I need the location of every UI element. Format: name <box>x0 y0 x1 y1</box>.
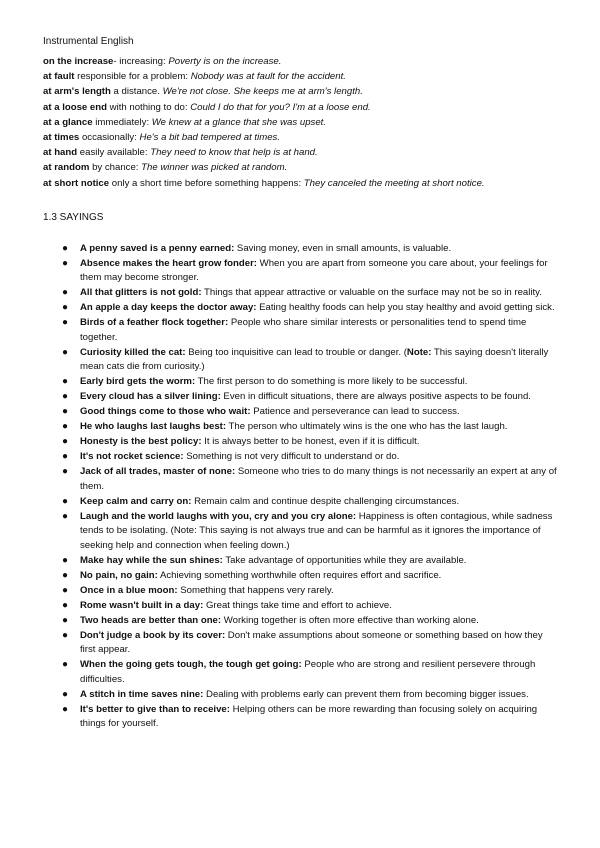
saying-term: Rome wasn't built in a day: <box>80 599 204 611</box>
saying-term: Absence makes the heart grow fonder: <box>80 257 257 269</box>
bullet-icon: ● <box>62 436 69 448</box>
idiom-definition: easily available: <box>79 147 151 159</box>
saying-definition: Things that appear attractive or valuable on the surface may not be so in reality. <box>201 287 542 299</box>
saying-term: Jack of all trades, master of none: <box>80 466 236 478</box>
saying-item <box>62 614 560 629</box>
saying-term: All that glitters is not gold: <box>80 287 202 299</box>
bullet-icon: ● <box>62 376 69 388</box>
idiom-definition: occasionally: <box>81 132 140 144</box>
bullet-icon: ● <box>62 257 69 269</box>
saying-definition: Something that happens very rarely. <box>177 584 334 596</box>
idiom-definition: increasing: <box>119 56 169 67</box>
saying-item <box>62 346 560 375</box>
saying-term: An apple a day keeps the doctor away: <box>80 302 257 314</box>
bullet-icon: ● <box>62 406 69 418</box>
idiom-definition: only a short time before something happens: <box>111 177 304 189</box>
saying-definition: Eating healthy foods can help you stay healthy and avoid getting sick. <box>256 302 555 314</box>
saying-item <box>62 420 560 435</box>
idiom-item <box>43 115 560 130</box>
saying-term: He who laughs last laughs best: <box>80 421 227 433</box>
saying-definition: Don't make assumptions about someone or something based on how they first appear. <box>80 629 543 656</box>
saying-item <box>62 316 560 345</box>
idiom-term: at random <box>43 162 90 174</box>
saying-item <box>62 688 560 703</box>
idiom-example: Nobody was at fault for the accident. <box>190 71 346 83</box>
saying-definition: Great things take time and effort to achieve. <box>203 599 392 611</box>
saying-item <box>62 390 560 405</box>
idiom-item <box>43 176 560 191</box>
saying-definition: People who share similar interests or personalities tend to spend time together. <box>80 317 527 343</box>
saying-term: A penny saved is a penny earned: <box>80 242 235 254</box>
bullet-icon: ● <box>62 495 69 507</box>
bullet-icon: ● <box>62 688 69 700</box>
saying-item <box>62 510 560 554</box>
idiom-definition: with nothing to do: <box>109 101 191 113</box>
saying-term: Curiosity killed the cat: <box>80 346 186 358</box>
idiom-definition: responsible for a problem: <box>77 71 191 83</box>
idiom-term: at fault <box>43 71 75 83</box>
saying-item <box>62 286 560 301</box>
bullet-icon: ● <box>62 287 69 299</box>
saying-definition: Remain calm and continue despite challenging circumstances. <box>191 495 460 507</box>
saying-term: Every cloud has a silver lining: <box>80 391 221 403</box>
saying-item <box>62 599 560 614</box>
bullet-icon: ● <box>62 242 69 254</box>
bullet-icon: ● <box>62 466 69 478</box>
saying-term: Don't judge a book by its cover: <box>80 629 226 641</box>
idiom-term: at a loose end <box>43 101 107 113</box>
saying-definition: Achieving something worthwhile often requires effort and sacrifice. <box>157 569 442 581</box>
idiom-item <box>43 54 560 69</box>
saying-term: Keep calm and carry on: <box>80 495 192 507</box>
idiom-list <box>43 54 560 191</box>
bullet-icon: ● <box>62 659 69 671</box>
bullet-icon: ● <box>62 614 69 626</box>
idiom-term: at arm's length <box>43 86 111 98</box>
saying-definition: The first person to do something is more likely to be successful. <box>195 376 468 388</box>
saying-definition: Helping others can be more rewarding than focusing solely on acquiring things for yourself. <box>80 703 538 730</box>
bullet-icon: ● <box>62 317 69 329</box>
saying-item <box>62 375 560 390</box>
saying-term: A stitch in time saves nine: <box>80 688 204 700</box>
idiom-item <box>43 100 560 115</box>
bullet-icon: ● <box>62 569 69 581</box>
saying-term: No pain, no gain: <box>80 569 158 581</box>
saying-term: Laugh and the world laughs with you, cry and you cry alone: <box>80 510 357 522</box>
saying-item <box>62 629 560 658</box>
saying-note: This saying doesn't literally mean cats die from curiosity.) <box>80 346 549 373</box>
idiom-term: at times <box>43 132 80 144</box>
saying-definition: Happiness is often contagious, while sadness tends to be isolating. (Note: This saying is not always true and can be harmful as it ignores the importance of seeking help and connection when feeling down.) <box>80 510 553 551</box>
bullet-icon: ● <box>62 703 69 715</box>
saying-term: It's not rocket science: <box>80 451 184 463</box>
saying-definition: Someone who tries to do many things is not necessarily an expert at any of them. <box>80 466 557 492</box>
idiom-definition: by chance: <box>92 162 142 174</box>
saying-definition: Working together is often more effective than working alone. <box>221 614 479 626</box>
saying-definition: When you are apart from someone you care about, your feelings for them may become stronger. <box>80 257 548 284</box>
saying-term: Good things come to those who wait: <box>80 406 251 418</box>
idiom-term: at hand <box>43 147 78 159</box>
idiom-term: at short notice <box>43 177 110 189</box>
saying-term: When the going gets tough, the tough get going: <box>80 659 302 671</box>
idiom-definition: a distance. <box>113 86 163 98</box>
bullet-icon: ● <box>62 584 69 596</box>
saying-term: Once in a blue moon: <box>80 584 178 596</box>
saying-definition: It is always better to be honest, even if it is difficult. <box>201 436 420 448</box>
saying-term: Early bird gets the worm: <box>80 376 196 388</box>
saying-definition: Saving money, even in small amounts, is valuable. <box>234 242 452 254</box>
bullet-icon: ● <box>62 391 69 403</box>
saying-item <box>62 658 560 687</box>
idiom-example: We're not close. She keeps me at arm's length. <box>162 86 363 98</box>
saying-definition: People who are strong and resilient persevere through difficulties. <box>80 659 536 685</box>
idiom-item <box>43 145 560 160</box>
saying-definition: Something is not very difficult to understand or do. <box>183 451 400 463</box>
sayings-list <box>43 242 560 732</box>
saying-item <box>62 584 560 599</box>
saying-definition: Patience and perseverance can lead to success. <box>250 406 460 418</box>
bullet-icon: ● <box>62 599 69 611</box>
saying-item <box>62 554 560 569</box>
saying-term: Two heads are better than one: <box>80 614 222 626</box>
bullet-icon: ● <box>62 302 69 314</box>
bullet-icon: ● <box>62 421 69 433</box>
idiom-example: We knew at a glance that she was upset. <box>151 116 326 128</box>
idiom-item <box>43 160 560 175</box>
saying-definition: Dealing with problems early can prevent them from becoming bigger issues. <box>203 688 529 700</box>
bullet-icon: ● <box>62 629 69 641</box>
bullet-icon: ● <box>62 346 69 358</box>
saying-item <box>62 435 560 450</box>
idiom-example: They canceled the meeting at short notice. <box>303 177 485 189</box>
idiom-item <box>43 69 560 84</box>
saying-definition: Take advantage of opportunities while they are available. <box>222 554 467 566</box>
saying-item <box>62 242 560 257</box>
idiom-example: He's a bit bad tempered at times. <box>139 132 281 144</box>
section-title: 1.3 SAYINGS <box>43 211 104 223</box>
saying-item <box>62 405 560 420</box>
saying-item <box>62 495 560 510</box>
idiom-example: Poverty is on the increase. <box>168 56 282 67</box>
saying-item <box>62 301 560 316</box>
bullet-icon: ● <box>62 451 69 463</box>
idiom-example: They need to know that help is at hand. <box>150 147 318 159</box>
saying-term: It's better to give than to receive: <box>80 703 230 715</box>
saying-item <box>62 465 560 494</box>
saying-item <box>62 703 560 732</box>
bullet-icon: ● <box>62 510 69 522</box>
saying-note-label: Note: <box>406 346 432 358</box>
saying-item <box>62 257 560 286</box>
saying-term: Make hay while the sun shines: <box>80 554 223 566</box>
bullet-icon: ● <box>62 554 69 566</box>
saying-definition: The person who ultimately wins is the one who has the last laugh. <box>226 421 508 433</box>
idiom-term: on the increase <box>43 56 114 67</box>
saying-definition: Even in difficult situations, there are always positive aspects to be found. <box>220 391 531 403</box>
idiom-separator: - <box>113 56 120 67</box>
saying-item <box>62 569 560 584</box>
idiom-example: Could I do that for you? I'm at a loose end. <box>190 101 371 113</box>
saying-item <box>62 450 560 465</box>
idiom-definition: immediately: <box>95 116 152 128</box>
idiom-term: at a glance <box>43 116 93 128</box>
idiom-example: The winner was picked at random. <box>141 162 288 174</box>
saying-term: Birds of a feather flock together: <box>80 317 229 329</box>
saying-term: Honesty is the best policy: <box>80 436 202 448</box>
page-header: Instrumental English <box>43 36 134 47</box>
idiom-item <box>43 130 560 145</box>
saying-definition: Being too inquisitive can lead to trouble or danger. ( <box>185 346 407 358</box>
idiom-item <box>43 84 560 99</box>
